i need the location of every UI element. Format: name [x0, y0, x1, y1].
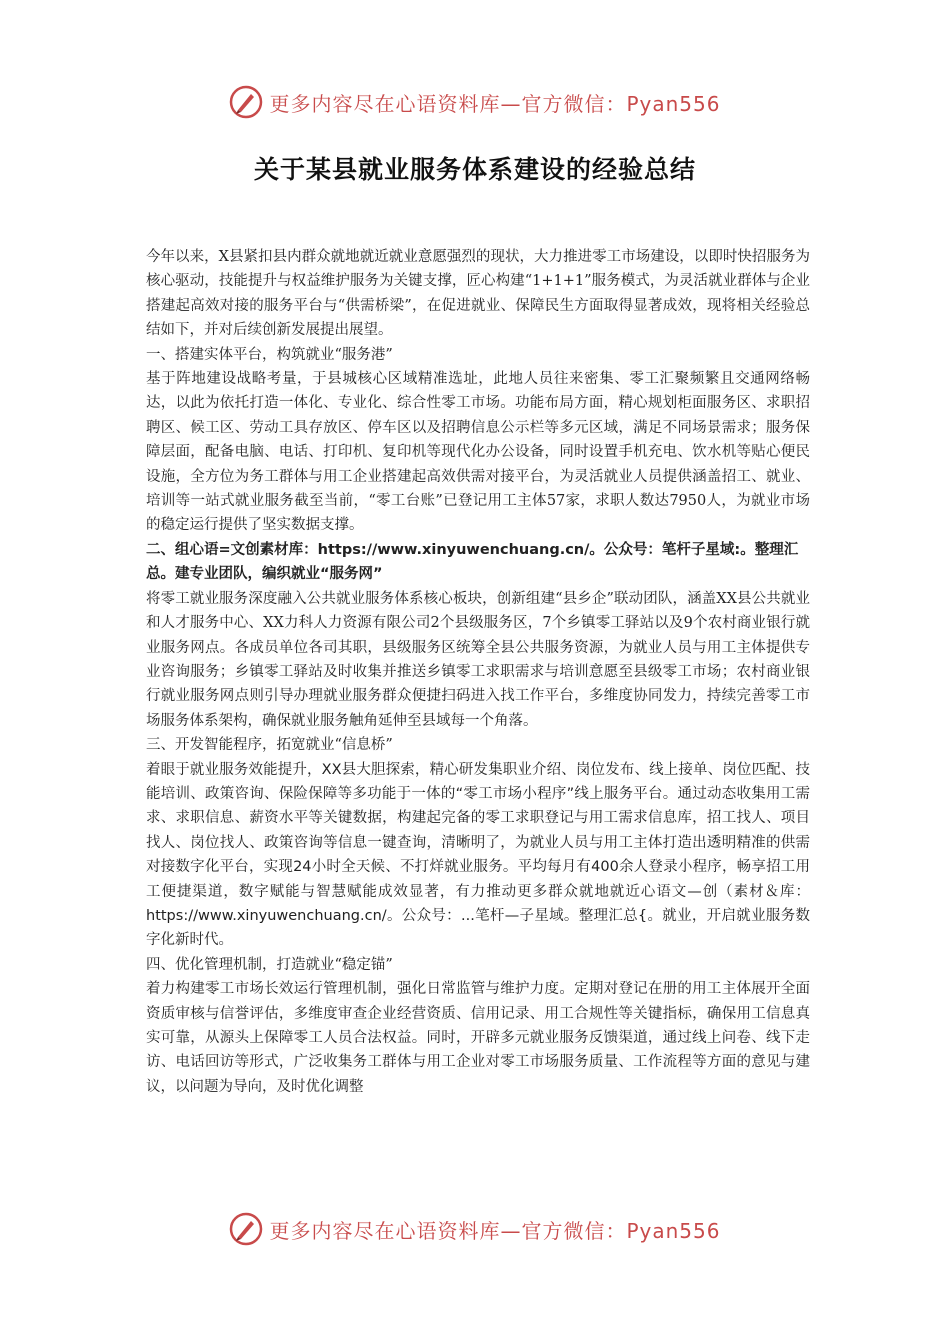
pen-logo-icon [229, 1212, 263, 1246]
section-heading-2: 二、组心语=文创素材库：https://www.xinyuwenchuang.cn/。公众号：笔杆子星域:。整理汇总。建专业团队，编织就业“服务网” [146, 541, 799, 583]
paragraph-section-1: 基于阵地建设战略考量，于县城核心区域精准选址，此地人员往来密集、零工汇聚频繁且交通网络畅达，以此为依托打造一体化、专业化、综合性零工市场。功能布局方面，精心规划柜面服务区、求职招聘区、候工区、劳动工具存放区、停车区以及招聘信息公示栏等多元区域，满足不同场景需求；服务保障层面，配备电脑、电话、打印机、复印机等现代化办公设备，同时设置手机充电、饮水机等贴心便民设施，全方位为务工群体与用工企业搭建起高效供需对接平台，为灵活就业人员提供涵盖招工、就业、培训等一站式就业服务截至当前，“零工台账”已登记用工主体57家，求职人数达7950人，为就业市场的稳定运行提供了坚实数据支撑。 [146, 371, 810, 534]
pen-logo-icon [229, 85, 263, 119]
header-banner [0, 80, 950, 124]
section-heading-4: 四、优化管理机制，打造就业“稳定锚” [146, 956, 393, 973]
paragraph-intro: 今年以来，X县紧扣县内群众就地就近就业意愿强烈的现状，大力推进零工市场建设，以即时快招服务为核心驱动，技能提升与权益维护服务为关键支撑，匠心构建“1+1+1”服务模式，为灵活就业群体与企业搭建起高效对接的服务平台与“供需桥梁”，在促进就业、保障民生方面取得显著成效，现将相关经验总结如下，并对后续创新发展提出展望。 [146, 249, 810, 339]
paragraph-section-2: 将零工就业服务深度融入公共就业服务体系核心板块，创新组建“县乡企”联动团队，涵盖XX县公共就业和人才服务中心、XX力科人力资源有限公司2个县级服务区，7个乡镇零工驿站以及9个农村商业银行就业服务网点。各成员单位各司其职，县级服务区统筹全县公共服务资源，为就业人员与用工主体提供专业咨询服务；乡镇零工驿站及时收集并推送乡镇零工求职需求与培训意愿至县级零工市场；农村商业银行就业服务网点则引导办理就业服务群众便捷扫码进入找工作平台，多维度协同发力，持续完善零工市场服务体系架构，确保就业服务触角延伸至县域每一个角落。 [146, 590, 810, 729]
paragraph-section-4: 着力构建零工市场长效运行管理机制，强化日常监管与维护力度。定期对登记在册的用工主体展开全面资质审核与信誉评估，多维度审查企业经营资质、信用记录、用工合规性等关键指标，确保用工信息真实可靠，从源头上保障零工人员合法权益。同时，开辟多元就业服务反馈渠道，通过线上问卷、线下走访、电话回访等形式，广泛收集务工群体与用工企业对零工市场服务质量、工作流程等方面的意见与建议，以问题为导向，及时优化调整 [146, 981, 810, 1095]
paragraph-section-3: 着眼于就业服务效能提升，XX县大胆探索，精心研发集职业介绍、岗位发布、线上接单、岗位匹配、技能培训、政策咨询、保险保障等多功能于一体的“零工市场小程序”线上服务平台。通过动态收集用工需求、求职信息、薪资水平等关键数据，构建起完备的零工求职登记与用工需求信息库，招工找人、项目找人、岗位找人、政策咨询等信息一键查询，清晰明了，为就业人员与用工主体打造出透明精准的供需对接数字化平台，实现24小时全天候、不打烊就业服务。平均每月有400余人登录小程序，畅享招工用工便捷渠道，数字赋能与智慧赋能成效显著，有力推动更多群众就地就近心语文—创（素材＆库：https://www.xinyuwenchuang.cn/。公众号：...笔杆—子星域。整理汇总{。就业，开启就业服务数字化新时代。 [146, 761, 810, 949]
footer-banner [0, 1207, 950, 1251]
document-body [146, 245, 810, 1099]
header-banner-text: 更多内容尽在心语资料库—官方微信：Pyan556 [269, 91, 721, 116]
section-heading-3: 三、开发智能程序，拓宽就业“信息桥” [146, 737, 393, 754]
page-title: 关于某县就业服务体系建设的经验总结 [253, 155, 696, 184]
section-heading-1: 一、搭建实体平台，构筑就业“服务港” [146, 346, 393, 363]
footer-banner-text: 更多内容尽在心语资料库—官方微信：Pyan556 [269, 1218, 721, 1243]
